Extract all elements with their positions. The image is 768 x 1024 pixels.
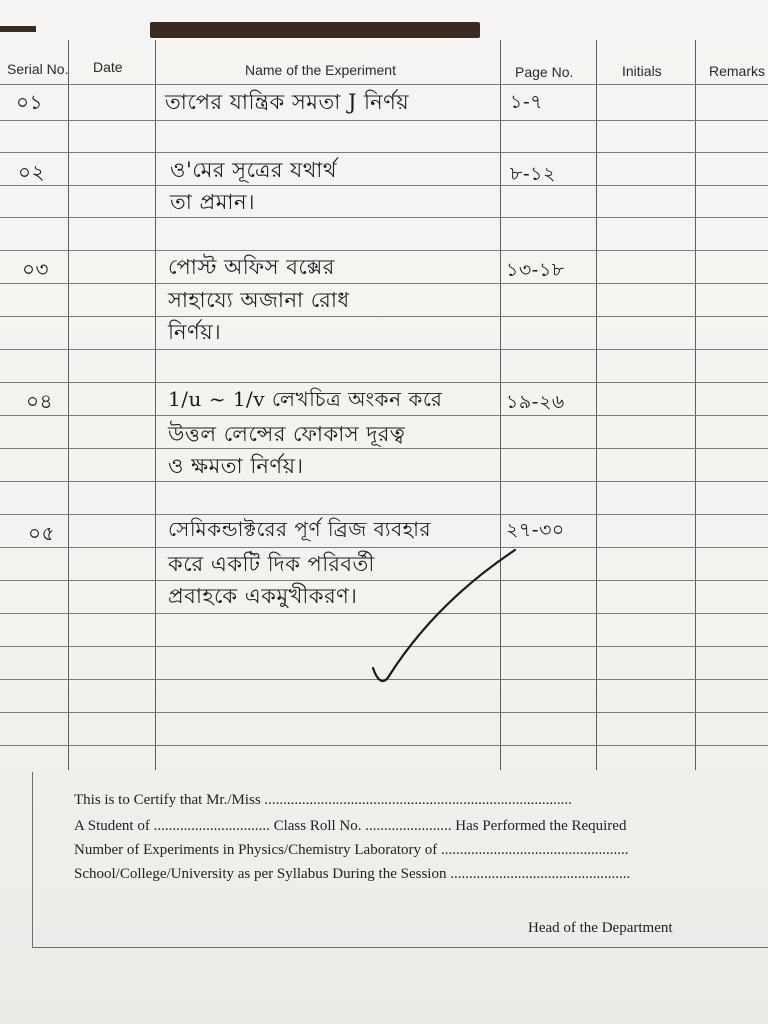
row-2-name-line-1: ও'মের সূত্রের যথার্থ [170, 158, 337, 182]
row-3-name-line-2: সাহায্যে অজানা রোধ [168, 288, 350, 312]
column-divider [596, 40, 597, 770]
row-rule [0, 316, 768, 317]
column-divider [68, 40, 69, 770]
row-2-name-line-2: তা প্রমান। [170, 190, 255, 214]
row-3-pages: ১৩-১৮ [506, 259, 565, 281]
row-rule [0, 712, 768, 713]
certificate-line-2: A Student of ............................... Class Roll No. ....................... Has Performed the Required [74, 818, 627, 834]
row-4-name-line-3: ও ক্ষমতা নির্ণয়। [168, 454, 304, 478]
row-4-name-line-2: উত্তল লেন্সের ফোকাস দূরত্ব [168, 422, 406, 446]
row-5-name-line-1: সেমিকন্ডাক্টরের পূর্ণ ব্রিজ ব্যবহার [168, 517, 431, 541]
row-5-pages: ২৭-৩০ [506, 519, 565, 541]
row-3-serial: ০৩ [22, 257, 50, 281]
check-mark-icon [365, 540, 525, 690]
head-of-department-signature-label: Head of the Department [528, 920, 673, 936]
header-remarks: Remarks [709, 63, 766, 79]
row-2-pages: ৮-১২ [510, 163, 556, 185]
index-title-band [150, 22, 480, 38]
row-rule [0, 185, 768, 186]
row-rule [0, 382, 768, 383]
header-experiment-name: Name of the Experiment [245, 62, 396, 78]
row-4-name-line-1: 1/u ~ 1/v লেখচিত্র অংকন করে [168, 387, 443, 411]
row-5-name-line-2: করে একটি দিক পরিবর্তী [168, 552, 375, 576]
column-divider [155, 40, 156, 770]
row-rule [0, 349, 768, 350]
row-rule [0, 283, 768, 284]
row-1-name-line-1: তাপের যান্ত্রিক সমতা J নির্ণয় [165, 90, 410, 114]
header-date: Date [93, 59, 123, 75]
row-4-serial: ০৪ [26, 389, 53, 413]
certificate-line-1: This is to Certify that Mr./Miss .................................................................................. [74, 792, 572, 808]
row-1-serial: ০১ [16, 90, 43, 114]
row-3-name-line-3: নির্ণয়। [168, 320, 222, 344]
row-rule [0, 217, 768, 218]
column-divider [695, 40, 696, 770]
row-4-pages: ১৯-২৬ [506, 391, 565, 413]
row-1-pages: ১-৭ [510, 91, 544, 113]
header-page-no: Page No. [515, 64, 574, 80]
certificate-line-3: Number of Experiments in Physics/Chemistry Laboratory of .................................................. [74, 842, 629, 858]
row-rule [0, 152, 768, 153]
row-rule [0, 745, 768, 746]
row-5-name-line-3: প্রবাহকে একমুখীকরণ। [168, 584, 358, 608]
certificate-line-4: School/College/University as per Syllabus During the Session ................................................ [74, 866, 631, 882]
row-rule [0, 481, 768, 482]
row-2-serial: ০২ [18, 160, 46, 184]
header-ink-mark [0, 26, 36, 32]
row-rule [0, 84, 768, 85]
header-serial: Serial No. [7, 61, 69, 77]
header-initials: Initials [622, 63, 662, 79]
row-5-serial: ০৫ [28, 521, 55, 545]
row-rule [0, 250, 768, 251]
row-3-name-line-1: পোস্ট অফিস বক্সের [168, 255, 335, 279]
